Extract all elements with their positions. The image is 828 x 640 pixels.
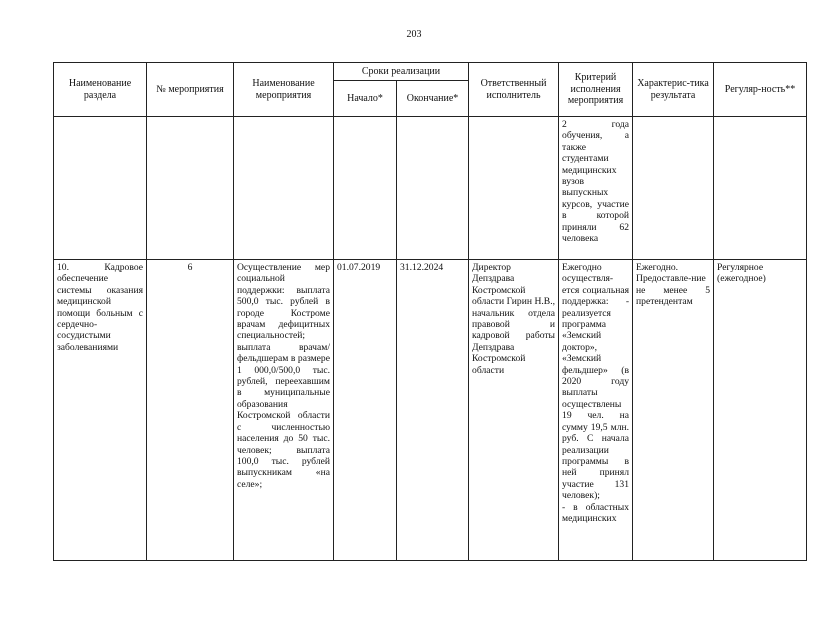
cell-executor: [469, 117, 559, 260]
criterion-text: Ежегодно осуществля-ется социальная поддержка: - реализуется программа «Земский доктор», «Земский фельдшер» (в 2020 году выплаты осуществлены 19 чел. на сумму 19,5 млн. руб. С начала реализации программы в ней принял участие 131 человек);: [562, 262, 630, 502]
header-timing: Сроки реализации: [334, 63, 469, 81]
header-executor: Ответственный исполнитель: [469, 63, 559, 117]
cell-result: [633, 117, 714, 260]
cell-criterion: [559, 260, 633, 561]
cell-start: 01.07.2019: [334, 260, 397, 561]
cell-result: Ежегодно. Предоставле-ние не менее 5 претендентам: [633, 260, 714, 561]
page-number: 203: [406, 29, 422, 40]
cell-event-number: [147, 117, 234, 260]
cell-end: 31.12.2024: [397, 260, 469, 561]
cell-executor: Директор Депздрава Костромской области Гирин Н.В., начальник отдела правовой и кадровой работы Депздрава Костромской области: [469, 260, 559, 561]
header-event-number: № мероприятия: [147, 63, 234, 117]
cell-end: [397, 117, 469, 260]
cell-regularity: Регулярное (ежегодное): [714, 260, 807, 561]
header-result: Характерис-тика результата: [633, 63, 714, 117]
table-header-row: [54, 63, 807, 81]
table-row: [54, 260, 807, 561]
cell-section: [54, 117, 147, 260]
cell-event-name: [234, 117, 334, 260]
cell-event-number: 6: [147, 260, 234, 561]
activity-plan-table: [53, 62, 807, 561]
criterion-text-continued: - в областных медицинских: [562, 501, 630, 524]
cell-criterion: 2 года обучения, а также студентами медицинских вузов выпускных курсов, участие в которой приняли 62 человека: [559, 117, 633, 260]
cell-section: 10. Кадровое обеспечение системы оказания медицинской помощи больным с сердечно-сосудистыми заболеваниями: [54, 260, 147, 561]
table-row: [54, 117, 807, 260]
header-regularity: Регуляр-ность**: [714, 63, 807, 117]
header-section: Наименование раздела: [54, 63, 147, 117]
header-end: Окончание*: [397, 81, 469, 117]
cell-event-name: Осуществление мер социальной поддержки: выплата 500,0 тыс. рублей в городе Костроме врачам дефицитных специальностей; выплата врачам/фельдшерам в размере 1 000,0/500,0 тыс. рублей, переехавшим в муниципальные образования Костромской области с численностью населения до 50 тыс. человек; выплата 100,0 тыс. рублей выпускникам «на селе»;: [234, 260, 334, 561]
header-start: Начало*: [334, 81, 397, 117]
header-event-name: Наименование мероприятия: [234, 63, 334, 117]
cell-regularity: [714, 117, 807, 260]
header-criterion: Критерий исполнения мероприятия: [559, 63, 633, 117]
cell-start: [334, 117, 397, 260]
